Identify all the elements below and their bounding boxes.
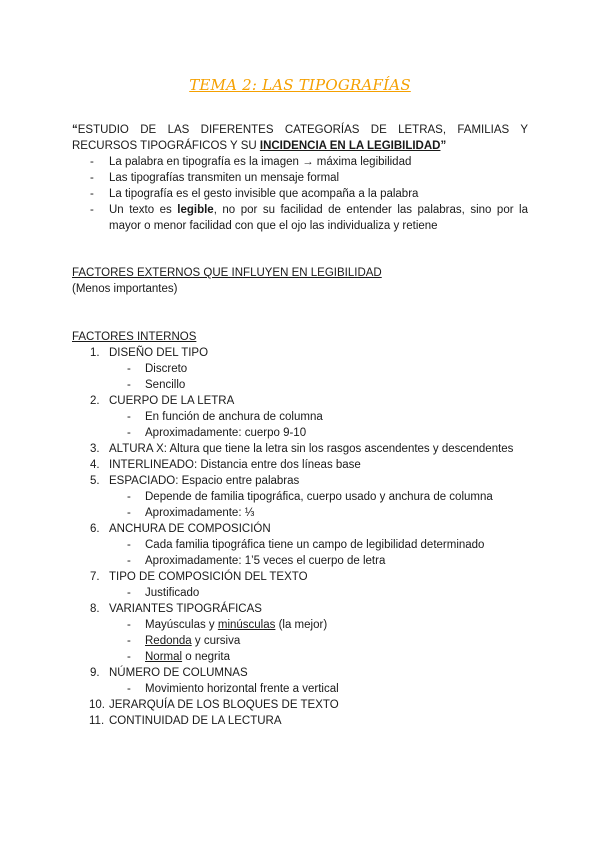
factor-item xyxy=(72,697,528,713)
intro-section xyxy=(72,122,528,234)
factor-subitem: - En función de anchura de columna xyxy=(109,409,528,425)
internal-factors-heading: FACTORES INTERNOS xyxy=(72,331,197,343)
factor-text: NÚMERO DE COLUMNAS xyxy=(109,667,248,679)
factor-subitem: - Depende de familia tipográfica, cuerpo usado y anchura de columna xyxy=(109,489,528,505)
factor-item xyxy=(72,473,528,521)
factor-subitem xyxy=(109,649,528,665)
subitem-underlined: Normal xyxy=(145,651,183,663)
factor-number: 5. xyxy=(90,475,100,487)
intro-bullet xyxy=(72,202,528,234)
external-factors-heading: FACTORES EXTERNOS QUE INFLUYEN EN LEGIBILIDAD xyxy=(72,267,382,279)
factor-text: TIPO DE COMPOSICIÓN DEL TEXTO xyxy=(109,571,308,583)
factor-subitem xyxy=(109,633,528,649)
factor-item xyxy=(72,521,528,569)
external-factors-note: (Menos importantes) xyxy=(72,283,178,295)
factor-subitem: - Justificado xyxy=(109,585,528,601)
factor-sublist xyxy=(109,489,528,521)
factor-subitem: - Sencillo xyxy=(109,377,528,393)
factor-item xyxy=(72,457,528,473)
factor-text: ANCHURA DE COMPOSICIÓN xyxy=(109,523,271,535)
subitem-text: Mayúsculas y xyxy=(145,619,218,631)
factor-sublist xyxy=(109,585,528,601)
intro-heading-main: ESTUDIO DE LAS DIFERENTES CATEGORÍAS DE LETRAS, FAMILIAS Y RECURSOS TIPOGRÁFICOS Y SU xyxy=(72,124,528,152)
intro-heading xyxy=(72,122,528,154)
factor-number: 10. xyxy=(89,699,105,711)
factor-text: DISEÑO DEL TIPO xyxy=(109,347,209,359)
factor-item xyxy=(72,713,528,729)
factor-number: 8. xyxy=(90,603,100,615)
factor-number: 4. xyxy=(90,459,100,471)
factor-sublist xyxy=(109,681,528,697)
factor-subitem: - Movimiento horizontal frente a vertical xyxy=(109,681,528,697)
factor-text: CUERPO DE LA LETRA xyxy=(109,395,235,407)
factor-number: 3. xyxy=(90,443,100,455)
factor-text: ESPACIADO: Espacio entre palabras xyxy=(109,475,300,487)
factor-subitem: - Aproximadamente: ⅓ xyxy=(109,505,528,521)
factor-item xyxy=(72,441,528,457)
intro-heading-emphasis: INCIDENCIA EN LA LEGIBILIDAD xyxy=(259,140,441,152)
intro-bullet: - La palabra en tipografía es la imagen → máxima legibilidad xyxy=(72,154,528,170)
bullet-text: Un texto es xyxy=(109,204,178,216)
internal-factors-list xyxy=(72,345,528,729)
factor-subitem: - Cada familia tipográfica tiene un campo de legibilidad determinado xyxy=(109,537,528,553)
quote-close: ” xyxy=(440,140,447,152)
bullet-text: , no por su facilidad de entender las palabras, sino por la mayor o menor facilidad con que el ojo las individualiza y retiene xyxy=(109,204,528,232)
factor-text: JERARQUÍA DE LOS BLOQUES DE TEXTO xyxy=(109,699,339,711)
internal-factors-section xyxy=(72,329,528,729)
factor-sublist xyxy=(109,537,528,569)
factor-text: VARIANTES TIPOGRÁFICAS xyxy=(109,603,262,615)
intro-bullet-list xyxy=(72,154,528,234)
factor-subitem: - Aproximadamente: cuerpo 9-10 xyxy=(109,425,528,441)
factor-item xyxy=(72,345,528,393)
subitem-text: y cursiva xyxy=(191,635,241,647)
factor-number: 11. xyxy=(89,715,105,727)
intro-bullet: - Las tipografías transmiten un mensaje formal xyxy=(72,170,528,186)
factor-text: INTERLINEADO: Distancia entre dos líneas base xyxy=(109,459,361,471)
factor-number: 7. xyxy=(90,571,100,583)
subitem-text: (la mejor) xyxy=(275,619,328,631)
factor-item xyxy=(72,569,528,601)
factor-number: 2. xyxy=(90,395,100,407)
subitem-text: o negrita xyxy=(182,651,231,663)
factor-subitem: - Aproximadamente: 1’5 veces el cuerpo de letra xyxy=(109,553,528,569)
quote-open: “ xyxy=(72,124,78,136)
subitem-underlined: minúsculas xyxy=(217,619,276,631)
factor-item xyxy=(72,601,528,665)
factor-sublist xyxy=(109,617,528,665)
external-factors-section xyxy=(72,265,528,297)
factor-item xyxy=(72,665,528,697)
factor-text: CONTINUIDAD DE LA LECTURA xyxy=(109,715,282,727)
factor-subitem xyxy=(109,617,528,633)
subitem-underlined: Redonda xyxy=(145,635,192,647)
factor-text: ALTURA X: Altura que tiene la letra sin los rasgos ascendentes y descendentes xyxy=(109,443,514,455)
factor-subitem: - Discreto xyxy=(109,361,528,377)
factor-number: 1. xyxy=(90,347,100,359)
factor-sublist xyxy=(109,361,528,393)
factor-number: 6. xyxy=(90,523,100,535)
page-title: TEMA 2: LAS TIPOGRAFÍAS xyxy=(189,76,411,94)
factor-number: 9. xyxy=(90,667,100,679)
factor-sublist xyxy=(109,409,528,441)
intro-bullet: - La tipografía es el gesto invisible que acompaña a la palabra xyxy=(72,186,528,202)
bullet-bold-word: legible xyxy=(177,204,214,216)
factor-item xyxy=(72,393,528,441)
